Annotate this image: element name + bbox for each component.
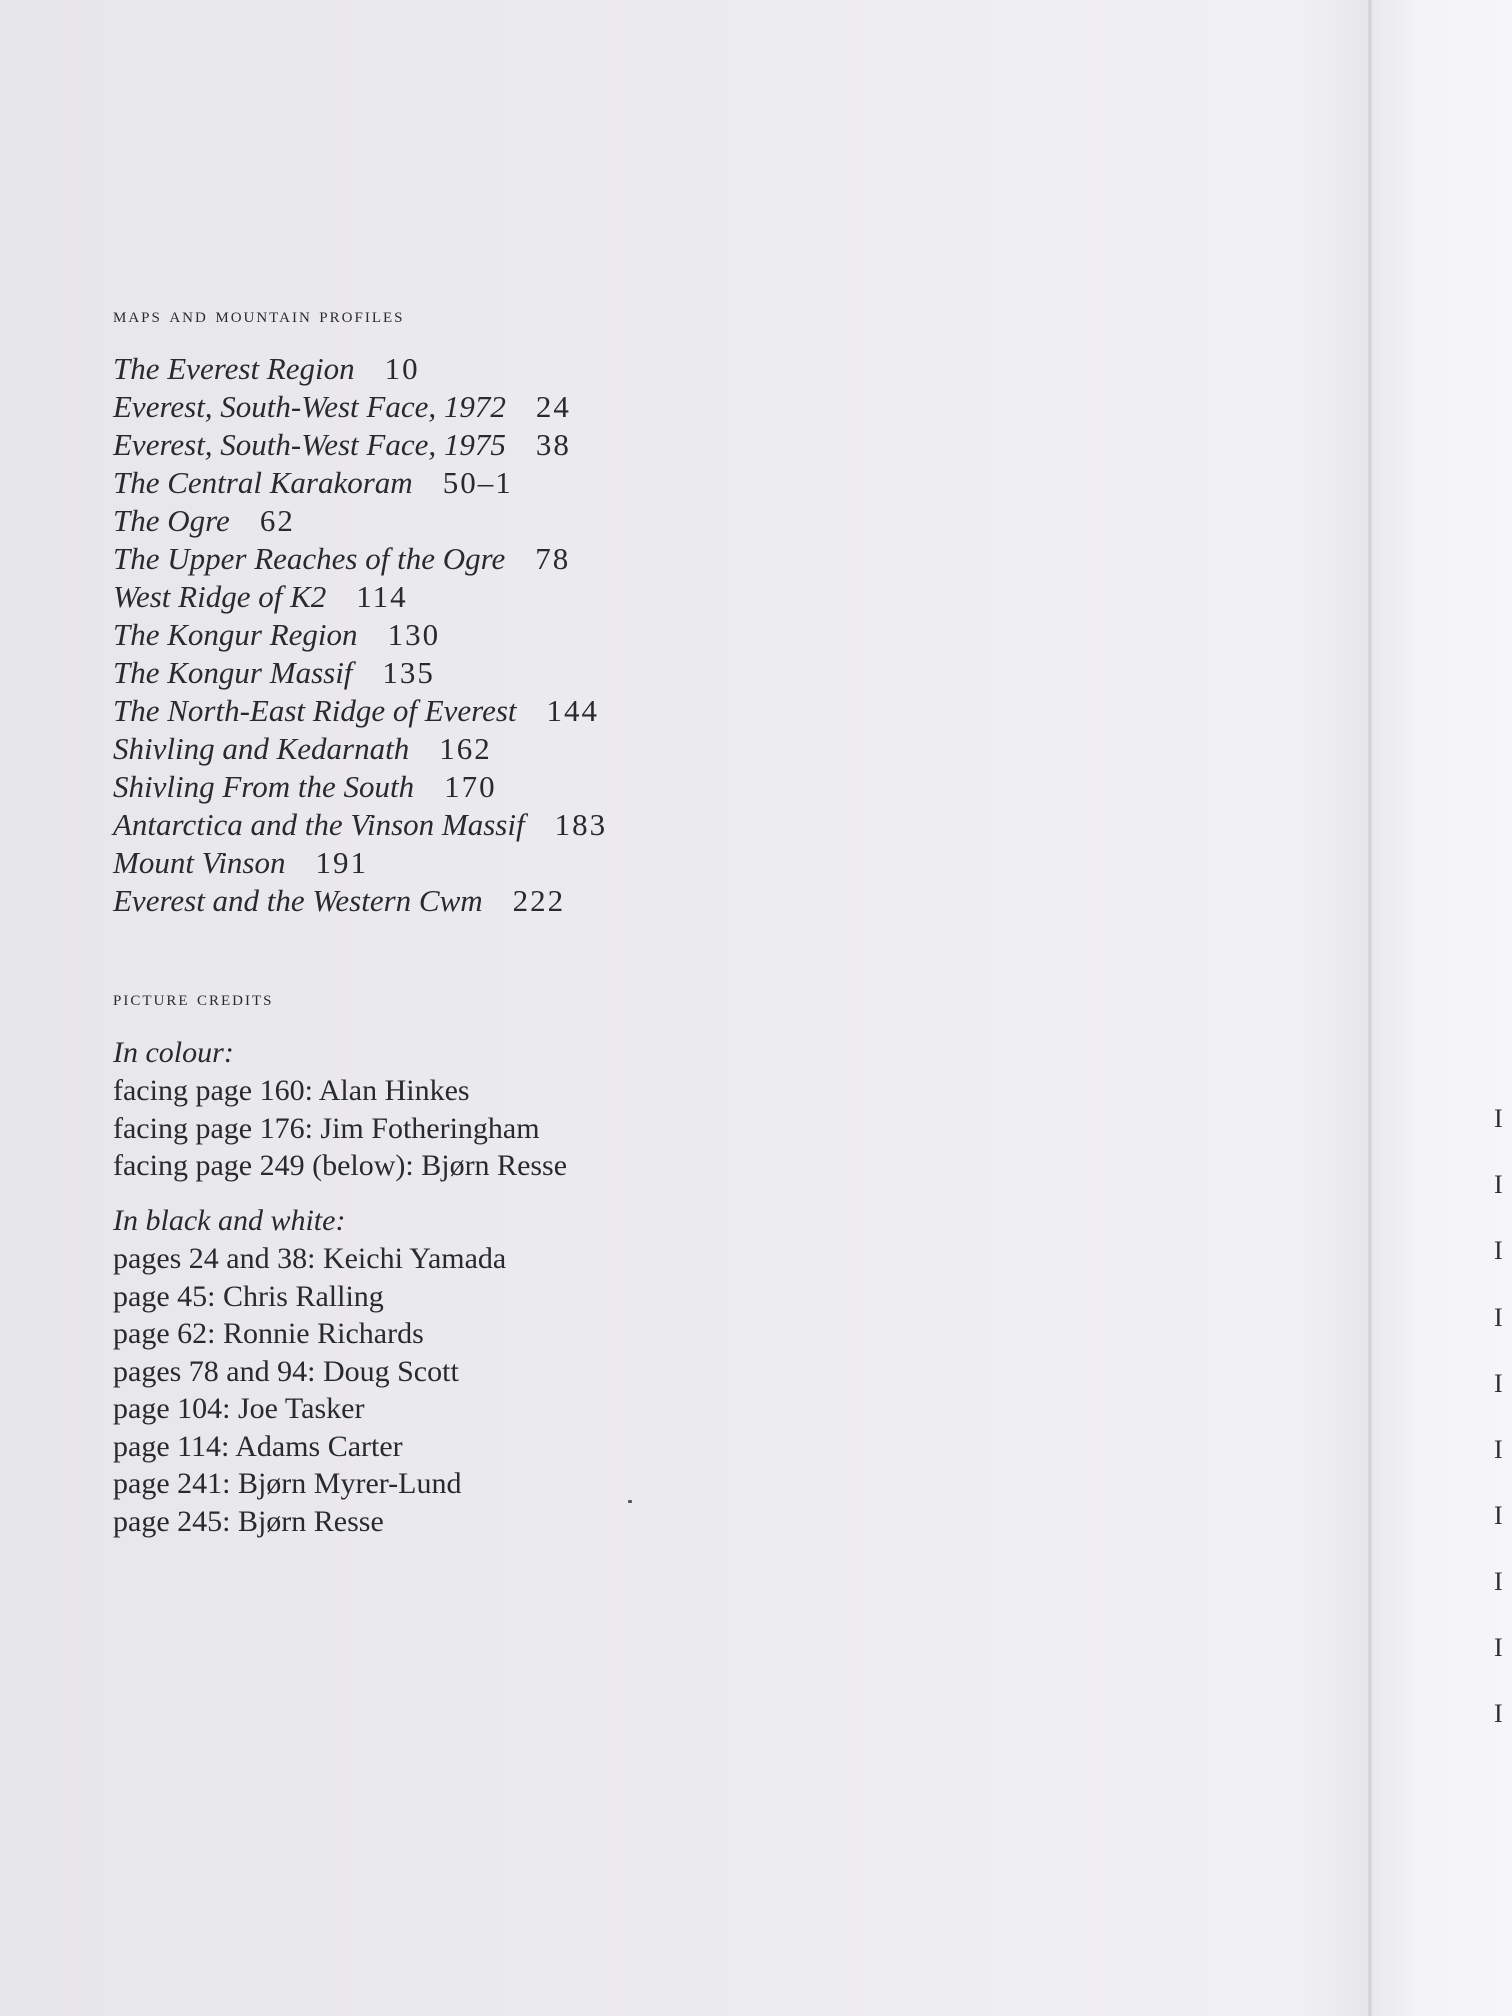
map-page-number: 183 — [554, 807, 608, 842]
credit-line: facing page 160: Alan Hinkes — [113, 1074, 470, 1107]
map-title: The Everest Region — [113, 351, 355, 386]
map-page-number: 144 — [546, 693, 600, 728]
map-page-number: 135 — [382, 655, 435, 690]
map-title: The North-East Ridge of Everest — [113, 693, 517, 728]
facing-page-fragment: I — [1494, 1633, 1503, 1662]
list-item — [113, 616, 607, 654]
map-page-number: 114 — [356, 579, 408, 614]
paper-speck — [628, 1500, 632, 1503]
map-title: Everest, South-West Face, 1972 — [113, 389, 506, 424]
colour-label: In colour: — [113, 1036, 234, 1069]
map-page-number: 50–1 — [442, 465, 513, 500]
map-page-number: 62 — [259, 503, 295, 538]
list-item — [113, 730, 607, 768]
list-item — [113, 692, 607, 730]
gutter-shadow — [1300, 0, 1372, 2016]
facing-page-fragment: I — [1494, 1170, 1503, 1199]
maps-heading: maps and mountain profiles — [113, 302, 405, 327]
list-item — [113, 882, 607, 920]
facing-page-fragment: I — [1494, 1303, 1503, 1332]
list-item — [113, 578, 607, 616]
list-item — [113, 426, 607, 464]
facing-page-fragment: I — [1494, 1699, 1503, 1728]
list-item — [113, 844, 607, 882]
map-title: Everest and the Western Cwm — [113, 883, 483, 918]
map-page-number: 24 — [535, 389, 571, 424]
credit-line: pages 24 and 38: Keichi Yamada — [113, 1242, 507, 1275]
map-page-number: 38 — [535, 427, 571, 462]
facing-page-fragment: I — [1494, 1435, 1503, 1464]
right-page — [1372, 0, 1512, 2016]
list-item — [113, 350, 607, 388]
maps-list — [113, 350, 607, 920]
list-item — [113, 540, 607, 578]
credit-line: page 104: Joe Tasker — [113, 1392, 365, 1425]
facing-page-fragment: I — [1494, 1501, 1503, 1530]
map-title: The Kongur Region — [113, 617, 358, 652]
map-page-number: 191 — [315, 845, 368, 880]
credit-line: facing page 249 (below): Bjørn Resse — [113, 1149, 568, 1182]
map-title: The Ogre — [113, 503, 230, 538]
map-title: The Upper Reaches of the Ogre — [113, 541, 506, 576]
facing-page-fragment: I — [1494, 1369, 1503, 1398]
list-item — [113, 502, 607, 540]
map-page-number: 162 — [439, 731, 492, 766]
credit-line: page 241: Bjørn Myrer-Lund — [113, 1467, 462, 1500]
map-page-number: 170 — [444, 769, 497, 804]
map-title: Mount Vinson — [113, 845, 286, 880]
credit-line: page 245: Bjørn Resse — [113, 1504, 384, 1538]
credit-line: page 114: Adams Carter — [113, 1429, 403, 1463]
facing-page-fragment: I — [1494, 1104, 1503, 1133]
map-title: Everest, South-West Face, 1975 — [113, 427, 506, 462]
list-item — [113, 388, 607, 426]
black-and-white-credits — [113, 1202, 506, 1540]
list-item — [113, 806, 607, 844]
list-item — [113, 464, 607, 502]
credit-line: page 45: Chris Ralling — [113, 1279, 384, 1313]
map-page-number: 130 — [387, 617, 441, 652]
map-title: Antarctica and the Vinson Massif — [113, 807, 525, 842]
map-title: The Kongur Massif — [113, 655, 353, 690]
credits-heading: picture credits — [113, 985, 274, 1010]
credit-line: pages 78 and 94: Doug Scott — [113, 1354, 459, 1388]
map-title: West Ridge of K2 — [113, 579, 327, 614]
map-title: Shivling and Kedarnath — [113, 731, 410, 766]
map-title: The Central Karakoram — [113, 465, 413, 500]
map-page-number: 222 — [512, 883, 566, 918]
black-and-white-label: In black and white: — [113, 1204, 346, 1237]
credit-line: facing page 176: Jim Fotheringham — [113, 1111, 540, 1145]
facing-page-fragment: I — [1494, 1567, 1503, 1596]
map-page-number: 78 — [535, 541, 571, 576]
list-item — [113, 654, 607, 692]
colour-credits — [113, 1034, 567, 1185]
map-page-number: 10 — [384, 351, 420, 386]
map-title: Shivling From the South — [113, 769, 415, 804]
facing-page-fragment: I — [1494, 1236, 1503, 1265]
list-item — [113, 768, 607, 806]
credit-line: page 62: Ronnie Richards — [113, 1317, 424, 1350]
